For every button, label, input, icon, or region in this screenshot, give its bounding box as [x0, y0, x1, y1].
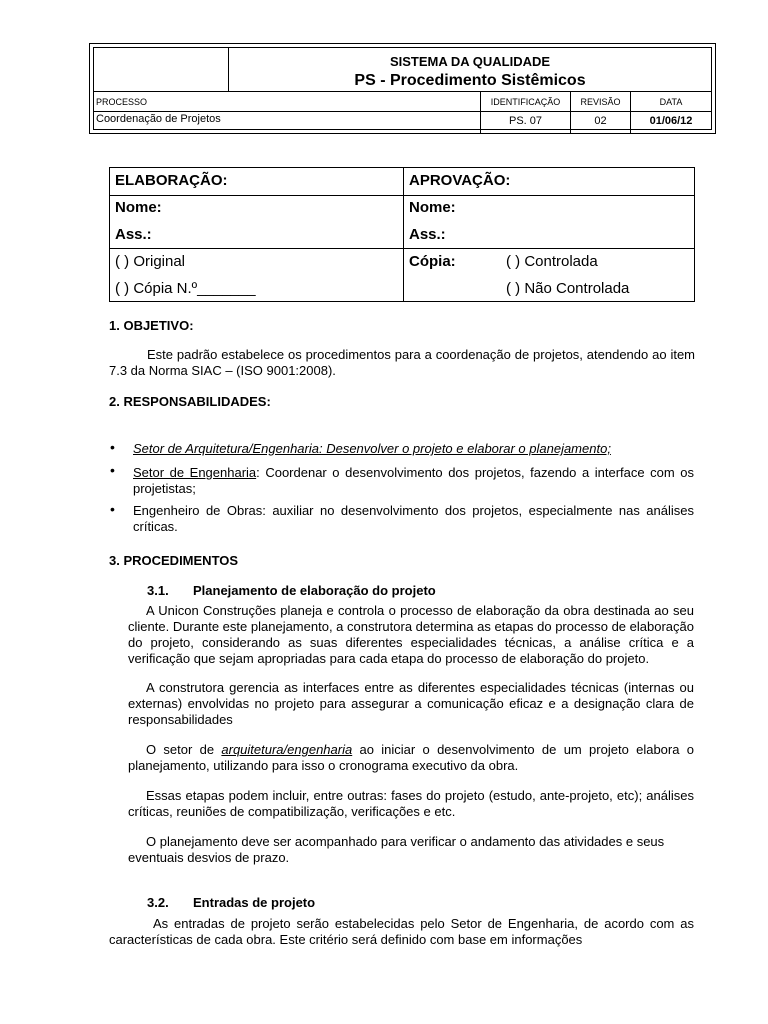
subsection-3-2-number: 3.2.: [147, 895, 169, 910]
identification-value: PS. 07: [480, 112, 570, 133]
uncontrolled-checkbox[interactable]: ( ) Não Controlada: [506, 280, 630, 297]
date-label: DATA: [630, 92, 711, 111]
subsection-3-1-title: Planejamento de elaboração do projeto: [193, 583, 436, 598]
responsibilities-heading: 2. RESPONSABILIDADES:: [109, 394, 271, 409]
revision-value: 02: [570, 112, 630, 133]
subsection-3-1-number: 3.1.: [147, 583, 169, 598]
responsibility-3: Engenheiro de Obras: auxiliar no desenvolvimento dos projetos, especialmente nas análises críticas.: [133, 503, 694, 534]
paragraph-3-2-a: As entradas de projeto serão estabelecidas pelo Setor de Engenharia, de acordo com as características de cada obra. Este critério será definido com base em informações: [109, 916, 694, 947]
approval-divider: [403, 168, 404, 301]
approval-label: APROVAÇÃO:: [409, 172, 511, 189]
paragraph-3-1-e: O planejamento deve ser acompanhado para verificar o andamento das atividades e seus eventuais desvios de prazo.: [128, 834, 665, 865]
approval-name-label: Nome:: [409, 199, 456, 216]
process-value: Coordenação de Projetos: [96, 113, 221, 125]
date-value: 01/06/12: [630, 112, 711, 133]
elaboration-name-label: Nome:: [115, 199, 162, 216]
header-values-row: [94, 112, 711, 133]
bullet-3: •: [110, 501, 115, 517]
responsibility-2: [133, 465, 694, 497]
approval-rule-2: [110, 248, 694, 249]
approval-rule-1: [110, 195, 694, 196]
doc-type-title: PS - Procedimento Sistêmicos: [354, 72, 586, 89]
bullet-1: •: [110, 439, 115, 455]
process-label: PROCESSO: [96, 97, 148, 107]
copy-number-checkbox[interactable]: ( ) Cópia N.º_______: [115, 280, 256, 297]
document-header-inner: [93, 47, 712, 130]
original-checkbox[interactable]: ( ) Original: [115, 253, 186, 270]
elaboration-signature-label: Ass.:: [115, 226, 152, 243]
identification-label: IDENTIFICAÇÃO: [480, 92, 570, 111]
title-cell: [229, 48, 711, 92]
paragraph-3-1-c-pre: O setor de: [146, 742, 222, 757]
system-title: SISTEMA DA QUALIDADE: [389, 54, 551, 69]
controlled-checkbox[interactable]: ( ) Controlada: [506, 253, 598, 270]
approval-signature-label: Ass.:: [409, 226, 446, 243]
header-labels-row: [94, 92, 711, 112]
paragraph-3-1-c: [128, 742, 694, 774]
document-header: [89, 43, 716, 134]
responsibility-2-label: Setor de Engenharia: [133, 465, 257, 480]
paragraph-3-1-b: A construtora gerencia as interfaces entre as diferentes especialidades técnicas (internas ou externas) envolvidas no projeto para assegurar a comunicação eficaz e a designação clara de responsabilidades: [128, 680, 694, 727]
paragraph-3-1-d: Essas etapas podem incluir, entre outras: fases do projeto (estudo, ante-projeto, etc); análises críticas, reuniões de compatibilização, verificações e etc.: [128, 788, 694, 819]
responsibility-1: Setor de Arquitetura/Engenharia: Desenvolver o projeto e elaborar o planejamento;: [133, 441, 611, 456]
copy-label: Cópia:: [409, 253, 456, 270]
revision-label: REVISÃO: [570, 92, 630, 111]
elaboration-label: ELABORAÇÃO:: [115, 172, 228, 189]
objective-heading: 1. OBJETIVO:: [109, 318, 194, 333]
bullet-2: •: [110, 462, 115, 478]
architecture-engineering-link: arquitetura/engenharia: [221, 742, 353, 757]
paragraph-3-1-c-post: ao iniciar o desenvolvimento de um projeto elabora o planejamento, utilizando para isso o cronograma executivo da obra.: [128, 742, 695, 773]
subsection-3-2-title: Entradas de projeto: [193, 895, 316, 910]
responsibility-2-text: : Coordenar o desenvolvimento dos projetos, fazendo a interface com os projetistas;: [133, 465, 695, 496]
paragraph-3-1-a: A Unicon Construções planeja e controla o processo de elaboração da obra destinada ao seu cliente. Durante este planejamento, a construtora determina as etapas do processo de elaboração do projeto, considerando as suas diferentes especialidades técnicas, a análise crítica e a verificação que sejam apropriadas para cada etapa do processo de elaboração do projeto.: [128, 603, 694, 666]
approval-table: [109, 167, 695, 302]
logo-cell: [94, 48, 229, 92]
procedures-heading: 3. PROCEDIMENTOS: [109, 553, 239, 568]
objective-paragraph: Este padrão estabelece os procedimentos para a coordenação de projetos, atendendo ao item 7.3 da Norma SIAC – (ISO 9001:2008).: [109, 347, 695, 378]
